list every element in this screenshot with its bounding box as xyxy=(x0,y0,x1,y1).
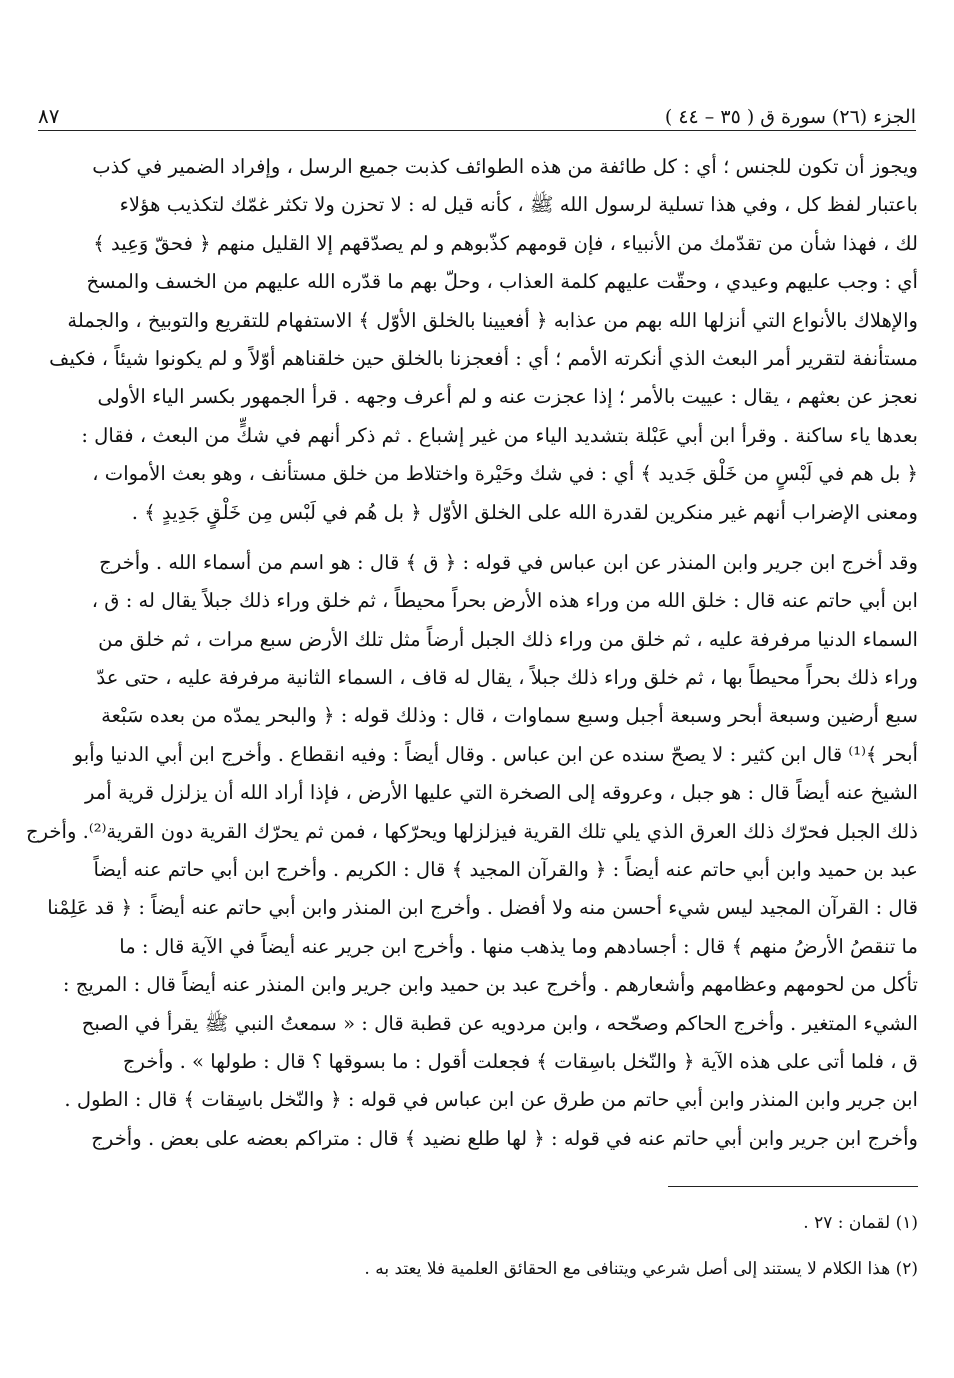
text-line: وأخرج ابن جرير وابن أبي حاتم عنه في قوله : ﴿ لها طلع نضيد ﴾ قال : متراكم بعضه على بعض . وأخرج xyxy=(91,1126,918,1150)
text-line: ﴿ بل هم في لَبْسٍ من خَلْق جَديد ﴾ أي : في شك وحَيْرة واختلاط من خلق مستأنف ، وهو بعث الأموات ، xyxy=(92,462,918,486)
text-line: وراء ذلك بحراً محيطاً بها ، ثم خلق وراء ذلك جبلاً ، يقال له قاف ، السماء الثانية مرفرفة عليه ، حتى عدّ xyxy=(96,666,918,690)
text-line: سبع أرضين وسبعة أبحر وسبعة أجبل وسبع سماوات ، قال : وذلك قوله : ﴿ والبحر يمدّه من بعده سَبْعة xyxy=(101,704,918,728)
text-line: بعدها ياء ساكنة . وقرأ ابن أبي عَبْلة بتشديد الياء من غير إشباع . ثم ذكر أنهم في شكٍّ من البعث ، فقال : xyxy=(81,423,918,447)
page-header xyxy=(38,94,916,128)
text-line: ومعنى الإضراب أنهم غير منكرين لقدرة الله على الخلق الأوّل ﴿ بل هُم في لَبْس مِن خَلْقٍ جَدِيدٍ ﴾ . xyxy=(131,500,918,524)
text-line: السماء الدنيا مرفرفة عليه ، ثم خلق من وراء ذلك الجبل أرضاً مثل تلك الأرض سبع مرات ، ثم خلق من xyxy=(98,627,918,651)
page-number: ٨٧ xyxy=(38,104,60,128)
text-line: مستأنفة لتقرير أمر البعث الذي أنكرته الأمم ؛ أي : أفعجزنا بالخلق حين خلقناهم أوّلاً و لم يكونوا شيئاً ، فكيف xyxy=(49,346,918,370)
text-line: أبحر ﴾⁽¹⁾ قال ابن كثير : لا يصحّ سنده عن ابن عباس . وقال أيضاً : وفيه انقطاع . وأخرج ابن أبي الدنيا وأبو xyxy=(73,742,918,766)
text-line: لك ، فهذا شأن من تقدّمك من الأنبياء ، فإن قومهم كذّبوهم و لم يصدّقهم إلا القليل منهم ﴿ فحقّ وَعِيد ﴾ xyxy=(93,231,918,255)
footnote-1: (١) لقمان : ٢٧ . xyxy=(803,1213,918,1233)
text-line: تأكل من لحومهم وعظامهم وأشعارهم . وأخرج عبد بن حميد وابن جرير وابن المنذر عنه أيضاً قال : المريج : xyxy=(62,973,918,997)
paragraph-2 xyxy=(25,544,918,1158)
text-line: الشيء المتغير . وأخرج الحاكم وصحّحه ، وابن مردويه عن قطبة قال : « سمعتُ النبي ﷺ يقرأ في الصبح xyxy=(81,1011,918,1035)
running-title: الجزء (٢٦) سورة ق ( ٣٥ – ٤٤ ) xyxy=(664,106,916,128)
text-line: ابن جرير وابن المنذر وابن أبي حاتم من طرق عن ابن عباس في قوله : ﴿ والنّخل باسِقات ﴾ قال : الطول . xyxy=(64,1088,918,1112)
footnotes xyxy=(36,1200,918,1292)
text-line: ق ، فلما أتى على هذه الآية ﴿ والنّخل باسِقات ﴾ فجعلت أقول : ما بسوقها ؟ قال : طولها » . وأخرج xyxy=(122,1049,918,1073)
paragraph-1 xyxy=(36,148,918,532)
text-line: عبد بن حميد وابن أبي حاتم عنه أيضاً : ﴿ والقرآن المجيد ﴾ قال : الكريم . وأخرج ابن أبي حاتم عنه أيضاً xyxy=(93,858,918,882)
text-line: باعتبار لفظ كل ، وفي هذا تسلية لرسول الله ﷺ ، كأنه قيل له : لا تحزن ولا تكثر غمّك لتكذيب هؤلاء xyxy=(119,193,918,217)
text-line: الشيخ عنه أيضاً قال : هو جبل ، وعروقه إلى الصخرة التي عليها الأرض ، فإذا أراد الله أن يزلزل قرية أمر xyxy=(84,781,918,805)
text-line: ذلك الجبل فحرّك ذلك العرق الذي يلي تلك القرية فيزلزلها ويحرّكها ، فمن ثم يحرّك القرية دون القرية⁽²⁾. وأخرج xyxy=(25,819,918,843)
text-line: ابن أبي حاتم عنه قال : خلق الله من وراء هذه الأرض بحراً محيطاً ، ثم خلق وراء ذلك جبلاً يقال له : ق ، xyxy=(91,589,918,613)
text-line: قال : القرآن المجيد ليس شيء أحسن منه ولا أفضل . وأخرج ابن المنذر وابن أبي حاتم عنه أيضاً : ﴿ قد عَلِمْنا xyxy=(47,896,918,920)
text-line: والإهلاك بالأنواع التي أنزلها الله بهم من عذابه ﴿ أفعيينا بالخلق الأوّل ﴾ الاستفهام للتقريع والتوبيخ ، والجملة xyxy=(67,308,918,332)
text-line: أي : وجب عليهم وعيدي ، وحقّت عليهم كلمة العذاب ، وحلّ بهم ما قدّره الله عليهم من الخسف والمسخ xyxy=(86,270,918,294)
main-text xyxy=(25,148,918,1158)
footnote-divider xyxy=(668,1186,918,1187)
text-line: نعجز عن بعثهم ، يقال : عييت بالأمر ؛ إذا عجزت عنه و لم أعرف وجهه . قرأ الجمهور بكسر الياء الأولى xyxy=(97,385,918,409)
text-line: وقد أخرج ابن جرير وابن المنذر عن ابن عباس في قوله : ﴿ ق ﴾ قال : هو اسم من أسماء الله . وأخرج xyxy=(99,550,918,574)
text-line: ويجوز أن تكون للجنس ؛ أي : كل طائفة من هذه الطوائف كذبت جميع الرسل ، وإفراد الضمير في كذب xyxy=(92,155,918,178)
text-line: ما تنقصُ الأرضُ منهم ﴾ قال : أجسادهم وما يذهب منها . وأخرج ابن جرير عنه أيضاً في الآية قال : ما xyxy=(119,934,918,958)
footnote-2: (٢) هذا الكلام لا يستند إلى أصل شرعي ويتنافى مع الحقائق العلمية فلا يعتد به . xyxy=(364,1259,918,1279)
header-divider xyxy=(38,130,916,131)
